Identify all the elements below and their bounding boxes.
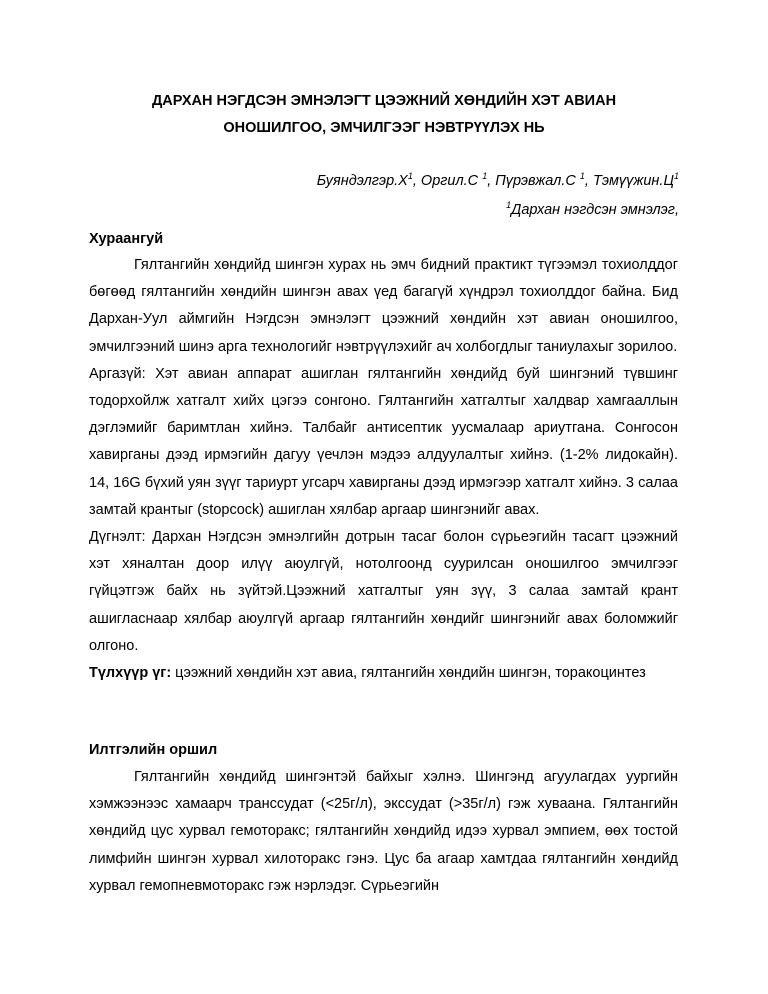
abstract-intro-text: Гялтангийн хөндийд шингэн хурах нь эмч бидний практикт түгээмэл тохиолддог бөгөөд гялтангийн хөндийн шингэн авах үед багагүй хүндрэл тохиолддог байна. Бид Дархан-Уул аймгийн Нэгдсэн эмнэлэгт цээжний хөндийн хэт авиан оношилгоо, эмчилгээний шинэ арга технологийг нэвтрүүлэхийг ач холбогдлыг таниулахыг зорилоо. [89,257,678,355]
author-name: , Оргил.С [412,172,483,189]
abstract-methods-paragraph: Аргазүй: Хэт авиан аппарат ашиглан гялтангийн хөндийд буй шингэний түвшинг тодорхойлж хатгалт хийх цэгээ сонгоно. Гялтангийн хатгалтыг халдвар хамгааллын дэглэмийг баримтлан хийнэ. Талбайг антисептик уусмалаар ариутгана. Сонгосон хавирганы дээд ирмэгийн дагуу үечлэн мэдээ алдуулалтыг хийнэ. (1-2% лидокайн). 14, 16G бүхий уян зүүг тариурт угсарч хавирганы дээд ирмэгээр хатгалт хийнэ. 3 салаа замтай крантыг (stopcock) ашиглан хялбар аргаар шингэнийг авах. [89,365,678,518]
introduction-heading: Илтгэлийн оршил [89,742,218,758]
author-name: , Тэмүүжин.Ц [584,172,674,189]
affiliation-mark: 1 [407,171,413,181]
abstract-body [89,252,678,687]
title-line-1: ДАРХАН НЭГДСЭН ЭМНЭЛЭГТ ЦЭЭЖНИЙ ХӨНДИЙН ХЭТ АВИАН [151,93,617,109]
keywords-label: Түлхүүр үг: [89,665,172,682]
affiliation-mark: 1 [506,199,512,210]
introduction-body [89,764,678,900]
affiliation-mark: 1 [482,171,488,181]
abstract-conclusion-paragraph: Дүгнэлт: Дархан Нэгдсэн эмнэлгийн дотрын тасаг болон сүрьеэгийн тасагт цээжний хэт хяналтан доор илүү аюулгүй, нотолгоонд суурилсан оношилгоо эмчилгээг гүйцэтгэж байх нь зүйтэй.Цээжний хатгалтыг уян зүү, 3 салаа замтай крант ашигласнаар хялбар аюулгүй аргаар гялтангийн хөндийг шингэнийг авах боломжийг олгоно. [89,529,678,654]
title-line-2: ОНОШИЛГОО, ЭМЧИЛГЭЭГ НЭВТРҮҮЛЭХ НЬ [223,120,545,136]
author-name: , Пүрэвжал.С [487,172,580,189]
affiliation [119,193,679,222]
affiliation-mark: 1 [579,171,585,181]
introduction-paragraph [89,764,678,900]
introduction-text: Гялтангийн хөндийд шингэнтэй байхыг хэлнэ. Шингэнд агуулагдах уургийн хэмжээнээс хамаарч транссудат (<25г/л), экссудат (>35г/л) гэж хуваана. Гялтангийн хөндийд цус хурвал гемоторакс; гялтангийн хөндийд идээ хурвал эмпием, өөх тостой лимфийн шингэн хурвал хилоторакс гэнэ. Цус ба агаар хамтдаа гялтангийн хөндийд хурвал гемопневмоторакс гэж нэрлэдэг. Сүрьеэгийн [89,769,678,894]
affiliation-text: Дархан нэгдсэн эмнэлэг, [511,201,679,218]
abstract-heading: Хураангуй [89,231,164,247]
author-list [119,164,679,193]
author-name: Буяндэлгэр.Х [316,172,408,189]
affiliation-mark: 1 [673,171,679,181]
keywords-text: цээжний хөндийн хэт авиа, гялтангийн хөндийн шингэн, торакоцинтез [171,665,646,682]
abstract-intro-paragraph [89,252,678,361]
author-block [119,164,679,222]
keywords-line [89,660,678,687]
